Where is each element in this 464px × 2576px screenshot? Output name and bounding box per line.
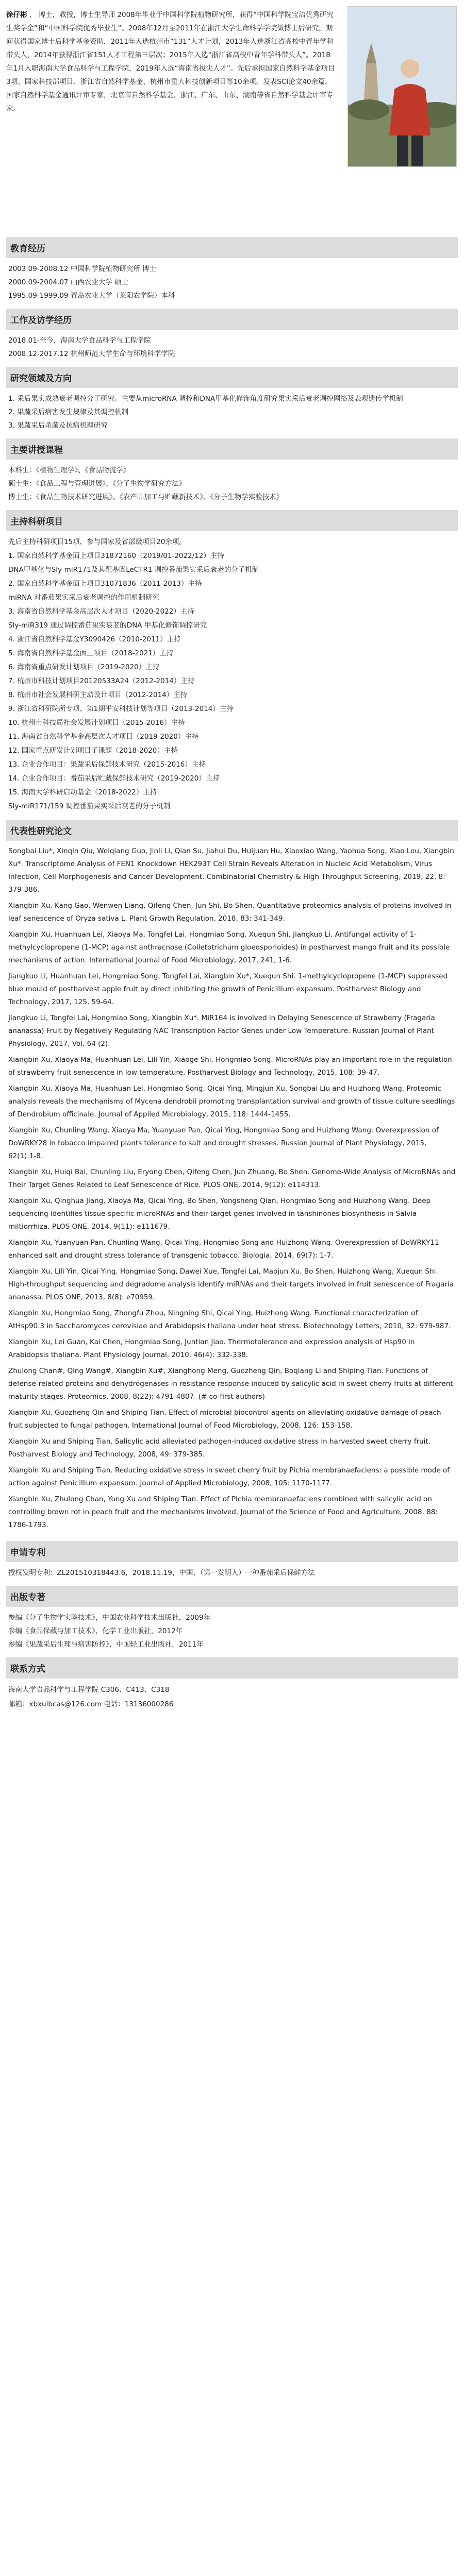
contact-section xyxy=(0,1657,464,1718)
paper-item: Xiangbin Xu, Yuanyuan Pan, Chunling Wang, Qicai Ying, Hongmiao Song and Huizhong Wang. Overexpression of DoWRKY11 enhanced salt and drought stress tolerance of transgenic tobacco. Biologia, 2014, 69(7): 1-7. xyxy=(8,1239,439,1260)
section-title-education: 教育经历 xyxy=(6,237,458,258)
section-title-contact: 联系方式 xyxy=(6,1657,458,1679)
project-item: 5. 海南省自然科学基金面上项目（2018-2021）主持 xyxy=(8,649,174,657)
person-name: 徐仔彬 xyxy=(6,11,27,19)
section-title-books: 出版专著 xyxy=(6,1586,458,1607)
paper-item: Xiangbin Xu, Chunling Wang, Xiaoya Ma, Yuanyuan Pan, Qicai Ying, Hongmiao Song and Huizhong Wang. Overexpression of DoWRKY28 in tobacco impaired plants tolerance to salt and drought stresses. Russian Journal of Plant Physiology, 2015, 62(1):1-8. xyxy=(8,1126,439,1160)
patents-section xyxy=(0,1541,464,1586)
paper-item: Xiangbin Xu, Huanhuan Lei, Xiaoya Ma, Tongfei Lai, Hongmiao Song, Xuequn Shi, Jiangkuo Li. Antifungal activity of 1-methylcyclopropene (1-MCP) against anthracnose (Colletotrichum gloeosporioides) in postharvest mango fruit and its possible mechanisms of action. International Journal of Food Microbiology, 2017, 241, 1-6. xyxy=(8,930,450,964)
education-item: 2000.09-2004.07 山西农业大学 硕士 xyxy=(8,278,129,286)
work-list xyxy=(6,330,458,367)
papers-section xyxy=(0,820,464,1541)
project-item: Sly-miR319 通过调控番茄果实衰老的DNA 甲基化修饰调控研究 xyxy=(8,621,207,630)
teaching-item: 博士生：《食品生物技术研究进展》、《农产品加工与贮藏新技术》、《分子生物学实验技术》 xyxy=(8,493,284,501)
projects-list xyxy=(6,531,458,820)
papers-list xyxy=(6,841,458,1541)
paper-item: Xiangbin Xu, Huiqi Bai, Chunling Liu, Eryong Chen, Qifeng Chen, Jun Zhuang, Bo Shen. Genome-Wide Analysis of MicroRNAs and Their Target Genes Related to Leaf Senescence of Rice. PLOS ONE, 2014, 9(12): e114313. xyxy=(8,1168,456,1189)
project-item: 3. 海南省自然科学基金高层次人才项目（2020-2022）主持 xyxy=(8,607,194,616)
project-item: DNA甲基化与Sly-miR171及其靶基因LeCTR1 调控番茄果实采后衰老的分子机制 xyxy=(8,566,259,574)
work-item: 2018.01-至今，海南大学食品科学与工程学院 xyxy=(8,336,151,345)
project-item: 12. 国家重点研发计划项目子课题（2018-2020）主持 xyxy=(8,747,178,755)
project-item: 11. 海南省自然科学基金高层次人才项目（2019-2020）主持 xyxy=(8,733,199,741)
photo-illustration xyxy=(348,7,456,166)
paper-item: Jiangkuo Li, Tongfei Lai, Hongmiao Song, Xiangbin Xu*. MiR164 is involved in Delaying Senescence of Strawberry (Fragaria ananassa) Fruit by Negatively Regulating NAC Transcription Factor Genes under Low Temperature. Russian Journal of Plant Physiology, 2017, Vol. 64 (2). xyxy=(8,1014,435,1048)
project-item: 4. 浙江省自然科学基金Y3090426（2010-2011）主持 xyxy=(8,635,181,643)
book-item: 参编《果蔬采后生理与病害防控》，中国轻工业出版社，2011年 xyxy=(8,1640,204,1649)
paper-item: Zhulong Chan#, Qing Wang#, Xiangbin Xu#, Xianghong Meng, Guozheng Qin, Boqiang Li and Shiping Tian. Functions of defense-related proteins and dehydrogenases in resistance response induced by salicylic acid in sweet cherry fruits at different maturity stages. Proteomics, 2008, 8(22): 4791-4807. (# co-first authors) xyxy=(8,1367,453,1401)
paper-item: Xiangbin Xu, Guozheng Qin and Shiping Tian. Effect of microbial biocontrol agents on alleviating oxidative damage of peach fruit subjected to fungal pathogen. International Journal of Food Microbiology, 2008, 126: 153-158. xyxy=(8,1409,441,1430)
teaching-item: 硕士生：《食品工程与管理进展》、《分子生物学研究方法》 xyxy=(8,480,186,488)
education-section xyxy=(0,237,464,309)
books-list xyxy=(6,1607,458,1657)
project-item: 7. 杭州市科技计划项目20120533A24（2012-2014）主持 xyxy=(8,677,195,685)
project-item: 1. 国家自然科学基金面上项目31872160（2019/01-2022/12）主持 xyxy=(8,552,224,560)
contact-email-phone[interactable]: 邮箱：xbxuibcas@126.com 电话：13136000286 xyxy=(8,1700,174,1708)
paper-item: Xiangbin Xu, Kang Gao, Wenwen Liang, Qifeng Chen, Jun Shi, Bo Shen. Quantitative proteomics analysis of proteins involved in leaf senescence of Oryza sativa L. Plant Growth Regulation, 2018, 83: 341-349. xyxy=(8,902,452,923)
project-item: 10. 杭州市科技局社会发展计划项目（2015-2016）主持 xyxy=(8,719,185,727)
projects-section xyxy=(0,510,464,820)
project-item: 14. 企业合作项目：番茄采后贮藏保鲜技术研究（2019-2020）主持 xyxy=(8,774,220,783)
project-item: 13. 企业合作项目：果蔬采后保鲜技术研究（2015-2016）主持 xyxy=(8,760,206,769)
paper-item: Jiangkuo Li, Huanhuan Lei, Hongmiao Song, Tongfei Lai, Xiangbin Xu*, Xuequn Shi. 1-methylcyclopropene (1-MCP) suppressed blue mould of postharvest apple fruit by direct inhibiting the growth of Penicillium expansum. Postharvest Biology and Technology, 2017, 125, 59-64. xyxy=(8,972,448,1006)
paper-item: Songbai Liu*, Xinqin Qiu, Weiqiang Guo, Jinli Li, Qian Su, Jiahui Du, Huijuan Hu, Xiaoxiao Wang, Yaohua Song, Xiao Lou, Xiangbin Xu*. Transcriptome Analysis of FEN1 Knockdown HEK293T Cell Strain Reveals Alteration in Nucleic Acid Metabolism, Virus Infection, Cell Morphogenesis and Cancer Development. Combinatorial Chemistry & High Throughput Screening, 2019, 22, 8: 379-386. xyxy=(8,847,454,894)
project-item: 9. 浙江省科研院所专项、第1期平安科技计划等项目（2013-2014）主持 xyxy=(8,705,234,713)
paper-item: Xiangbin Xu, Lili Yin, Qicai Ying, Hongmiao Song, Dawei Xue, Tongfei Lai, Maojun Xu, Bo Shen, Huizhong Wang, Xuequn Shi. High-throughput sequencing and degradome analysis identify miRNAs and their targets involved in fruit senescence of Fragaria ananassa. PLOS ONE, 2013, 8(8): e70959. xyxy=(8,1267,454,1301)
contact-info xyxy=(6,1679,458,1718)
education-item: 2003.09-2008.12 中国科学院植物研究所 博士 xyxy=(8,265,157,273)
research-item: 1. 采后果实成熟衰老调控分子研究。主要从microRNA 调控和DNA甲基化修饰角度研究果实采后衰老调控网络及表观遗传学机制 xyxy=(8,395,403,403)
profile-photo xyxy=(347,6,457,167)
paper-item: Xiangbin Xu, Lei Guan, Kai Chen, Hongmiao Song, Juntian Jiao. Thermotolerance and expression analysis of Hsp90 in Arabidopsis thaliana. Plant Physiology Journal, 2010, 46(4): 332-338. xyxy=(8,1338,415,1359)
research-section xyxy=(0,367,464,438)
project-item: 2. 国家自然科学基金面上项目31071836（2011-2013）主持 xyxy=(8,580,202,588)
paper-item: Xiangbin Xu and Shiping Tian. Reducing oxidative stress in sweet cherry fruit by Pichia membranaefaciens: a possible mode of action against Penicillium expansum. Journal of Applied Microbiology, 2008, 105: 1170-1177. xyxy=(8,1466,450,1487)
project-item: Sly-miR171/159 调控番茄果实采后衰老的分子机制 xyxy=(8,802,171,810)
teaching-section xyxy=(0,438,464,510)
intro-block xyxy=(0,0,464,237)
book-item: 参编《分子生物学实验技术》，中国农业科学技术出版社，2009年 xyxy=(8,1614,211,1622)
work-section xyxy=(0,309,464,367)
section-title-papers: 代表性研究论文 xyxy=(6,820,458,841)
paper-item: Xiangbin Xu, Xiaoya Ma, Huanhuan Lei, Hongmiao Song, Qicai Ying, Mingjun Xu, Songbai Liu and Huizhong Wang. Proteomic analysis reveals the mechanisms of Mycena dendrobii promoting transplantation survival and growth of tissue culture seedlings of Dendrobium officinale. Journal of Applied Microbiology, 2015, 118: 1444-1455. xyxy=(8,1084,455,1118)
books-section xyxy=(0,1586,464,1657)
patent-item: 授权发明专利：ZL201510318443.6，2018.11.19，中国，（第一发明人）一种番茄采后保鲜方法 xyxy=(8,1569,315,1577)
patents-list xyxy=(6,1562,458,1586)
section-title-projects: 主持科研项目 xyxy=(6,510,458,531)
paper-item: Xiangbin Xu, Zhulong Chan, Yong Xu and Shiping Tian. Effect of Pichia membranaefaciens combined with salicylic acid on controlling brown rot in peach fruit and the mechanisms involved. Journal of the Science of Food and Agriculture, 2008, 88: 1786-1793. xyxy=(8,1495,438,1529)
book-item: 参编《食品保藏与加工技术》，化学工业出版社，2012年 xyxy=(8,1627,183,1635)
project-item: 15. 海南大学科研启动基金（2018-2022）主持 xyxy=(8,788,157,796)
paper-item: Xiangbin Xu and Shiping Tian. Salicylic acid alleviated pathogen-induced oxidative stress in harvested sweet cherry fruit. Postharvest Biology and Technology, 2008, 49: 379-385. xyxy=(8,1437,431,1459)
paper-item: Xiangbin Xu, Xiaoya Ma, Huanhuan Lei, Lili Yin, Xiaoge Shi, Hongmiao Song. MicroRNAs play an important role in the regulation of strawberry fruit senescence in low temperature. Postharvest Biology and Technology, 2015, 108: 39-47. xyxy=(8,1056,452,1077)
research-item: 2. 果蔬采后病害发生规律及其调控机制 xyxy=(8,408,129,416)
project-item: 8. 杭州市社会发展科研主动设计项目（2012-2014）主持 xyxy=(8,691,188,699)
contact-address: 海南大学食品科学与工程学院 C306、C413、C318 xyxy=(8,1686,170,1694)
person-titles: 博士，教授，博士生导师 xyxy=(38,11,115,19)
section-title-teaching: 主要讲授课程 xyxy=(6,438,458,460)
bio-paragraph: 2008年毕业于中国科学院植物研究所，获得“中国科学院宝洁优秀研究生奖学金”和“中国科学院优秀毕业生”。2008年12月至2011年在浙江大学生命科学学院做博士后研究，期间获得国家博士后科学基金资助，2011年入选杭州市“131”人才计划，2013年入选浙江省高校中青年学科带头人，2014年获得浙江省151人才工程第三层次；2015年入选“浙江省高校中青年学科带头人”。2018年1月入职海南大学食品科学与工程学院，2019年入选“海南省拔尖人才”。先后承担国家自然科学基金项目3项、国家科技部项目、浙江省自然科学基金、杭州市重大科技创新项目等10余项。发表SCI论文40余篇。国家自然科学基金通讯评审专家，北京市自然科学基金、浙江、广东、山东、湖南等省自然科学基金评审专家。 xyxy=(6,11,335,113)
project-item: miRNA 对番茄果实采后衰老调控的作用机制研究 xyxy=(8,594,159,602)
teaching-list xyxy=(6,460,458,510)
education-list xyxy=(6,258,458,309)
paper-item: Xiangbin Xu, Qinghua Jiang, Xiaoya Ma, Qicai Ying, Bo Shen, Yongsheng Qian, Hongmiao Song and Huizhong Wang. Deep sequencing identifies tissue-specific microRNAs and their target genes involved in tanshinones biosynthesis in Salvia miltiorrhiza. PLOS ONE, 2014, 9(11): e111679. xyxy=(8,1197,431,1231)
project-item: 6. 海南省重点研发计划项目（2019-2020）主持 xyxy=(8,663,160,671)
title-separator: ， xyxy=(29,11,37,19)
work-item: 2008.12-2017.12 杭州师范大学生命与环境科学学院 xyxy=(8,350,175,358)
section-title-patents: 申请专利 xyxy=(6,1541,458,1562)
paper-item: Xiangbin Xu, Hongmiao Song, Zhongfu Zhou, Ningning Shi, Qicai Ying, Huizhong Wang. Functional characterization of AtHsp90.3 in Saccharomyces cerevisiae and Arabidopsis thaliana under heat stress. Biotechnology Letters, 2010, 32: 979-987. xyxy=(8,1309,451,1330)
teaching-item: 本科生：《植物生理学》、《食品物流学》 xyxy=(8,466,130,474)
section-title-research: 研究领域及方向 xyxy=(6,367,458,388)
research-list xyxy=(6,388,458,438)
project-item: 先后主持科研项目15项，参与国家及省部级项目20余项。 xyxy=(8,538,186,546)
section-title-work: 工作及访学经历 xyxy=(6,309,458,330)
research-item: 3. 果蔬采后杀菌及抗病机理研究 xyxy=(8,421,108,430)
education-item: 1995.09-1999.09 青岛农业大学（莱阳农学院）本科 xyxy=(8,292,175,300)
intro-text xyxy=(6,8,336,115)
